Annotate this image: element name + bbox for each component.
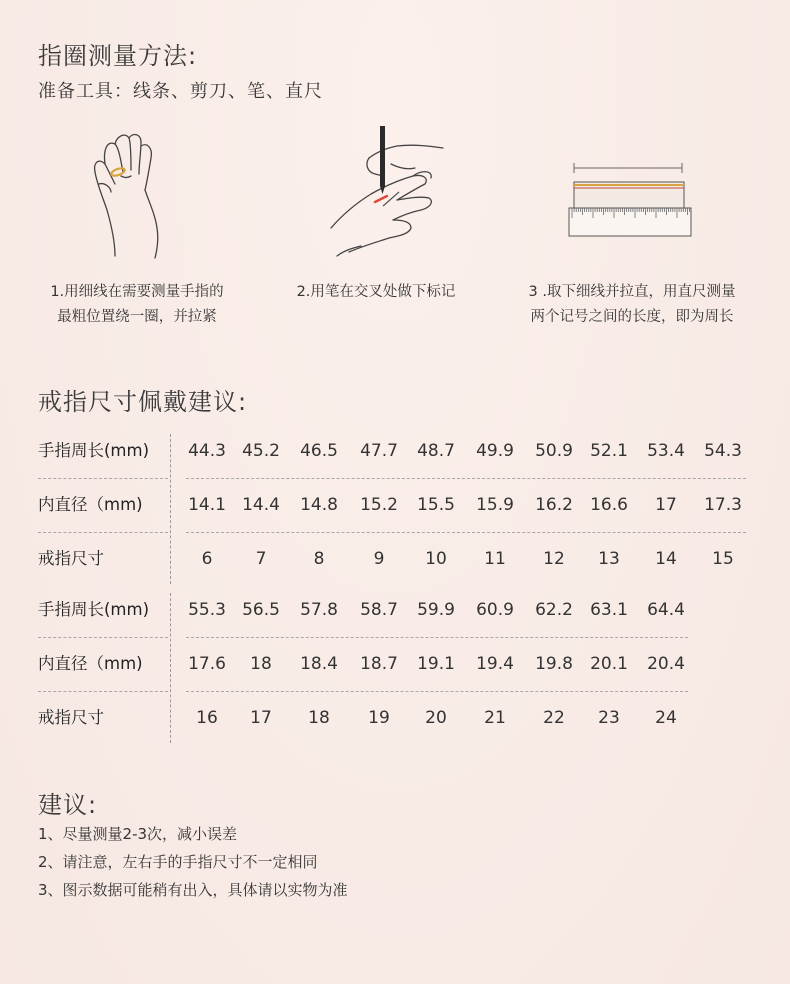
table-cell: 11 <box>484 549 506 569</box>
table-cell: 19.8 <box>535 654 573 674</box>
table-row-circumference <box>38 424 750 478</box>
row-label-size: 戒指尺寸 <box>38 549 104 568</box>
table-cell: 6 <box>201 549 213 569</box>
table-cell: 20 <box>425 708 447 728</box>
table-cell: 19.1 <box>417 654 455 674</box>
hand-pen-illustration <box>325 124 447 259</box>
table-cell: 17.6 <box>188 654 226 674</box>
table-cell: 48.7 <box>417 441 455 461</box>
table-cell: 16 <box>196 708 218 728</box>
size-table-1 <box>38 424 750 586</box>
table-cell: 64.4 <box>647 600 685 620</box>
table-cell: 63.1 <box>590 600 628 620</box>
table-cell: 23 <box>598 708 620 728</box>
table-cell: 17.3 <box>704 495 742 515</box>
table-cell: 7 <box>255 549 267 569</box>
table-cell: 18 <box>250 654 272 674</box>
table-cell: 15 <box>712 549 734 569</box>
table-cell: 46.5 <box>300 441 338 461</box>
table-cell: 15.2 <box>360 495 398 515</box>
table-cell: 14.8 <box>300 495 338 515</box>
step-3-caption <box>512 280 752 330</box>
page-title: 指圈测量方法: <box>38 42 198 70</box>
table-row-size <box>38 691 750 745</box>
table-row-diameter <box>38 637 750 691</box>
table-cell: 59.9 <box>417 600 455 620</box>
table-cell: 19 <box>368 708 390 728</box>
advice-list <box>38 820 348 904</box>
step-1-caption <box>38 280 236 330</box>
table-cell: 9 <box>373 549 385 569</box>
table-cell: 16.6 <box>590 495 628 515</box>
table-cell: 8 <box>313 549 325 569</box>
size-table-2 <box>38 583 750 745</box>
table-cell: 17 <box>655 495 677 515</box>
table-cell: 15.9 <box>476 495 514 515</box>
step-3-line-2: 两个记号之间的长度，即为周长 <box>530 309 734 325</box>
table-row-size <box>38 532 750 586</box>
size-section-title: 戒指尺寸佩戴建议: <box>38 388 248 416</box>
table-cell: 12 <box>543 549 565 569</box>
table-cell: 50.9 <box>535 441 573 461</box>
advice-item-2: 2、请注意，左右手的手指尺寸不一定相同 <box>38 853 318 871</box>
table-cell: 18.4 <box>300 654 338 674</box>
table-row-diameter <box>38 478 750 532</box>
table-cell: 22 <box>543 708 565 728</box>
table-cell: 14.4 <box>242 495 280 515</box>
table-cell: 21 <box>484 708 506 728</box>
row-label-size: 戒指尺寸 <box>38 708 104 727</box>
table-row-circumference <box>38 583 750 637</box>
table-cell: 17 <box>250 708 272 728</box>
advice-title: 建议: <box>38 791 98 819</box>
row-label-diameter: 内直径（mm) <box>38 654 143 673</box>
table-cell: 15.5 <box>417 495 455 515</box>
advice-item-1: 1、尽量测量2-3次，减小误差 <box>38 825 238 843</box>
step-2-caption <box>284 280 468 305</box>
table-cell: 49.9 <box>476 441 514 461</box>
table-cell: 14.1 <box>188 495 226 515</box>
table-cell: 24 <box>655 708 677 728</box>
table-cell: 44.3 <box>188 441 226 461</box>
table-cell: 57.8 <box>300 600 338 620</box>
ruler-illustration <box>568 160 692 240</box>
step-3-line-1: 3 .取下细线并拉直，用直尺测量 <box>528 284 736 300</box>
table-cell: 62.2 <box>535 600 573 620</box>
row-label-circumference: 手指周长(mm) <box>38 441 150 460</box>
table-cell: 16.2 <box>535 495 573 515</box>
step-1-line-1: 1.用细线在需要测量手指的 <box>50 284 224 300</box>
table-cell: 45.2 <box>242 441 280 461</box>
table-cell: 14 <box>655 549 677 569</box>
row-label-diameter: 内直径（mm) <box>38 495 143 514</box>
table-cell: 20.4 <box>647 654 685 674</box>
table-cell: 47.7 <box>360 441 398 461</box>
table-cell: 18 <box>308 708 330 728</box>
table-cell: 60.9 <box>476 600 514 620</box>
table-cell: 10 <box>425 549 447 569</box>
hand-ring-illustration <box>85 132 175 260</box>
table-cell: 55.3 <box>188 600 226 620</box>
table-cell: 19.4 <box>476 654 514 674</box>
row-label-circumference: 手指周长(mm) <box>38 600 150 619</box>
table-cell: 54.3 <box>704 441 742 461</box>
step-2-line-1: 2.用笔在交叉处做下标记 <box>296 284 456 300</box>
table-cell: 58.7 <box>360 600 398 620</box>
table-cell: 20.1 <box>590 654 628 674</box>
advice-item-3: 3、图示数据可能稍有出入，具体请以实物为准 <box>38 881 348 899</box>
step-1-line-2: 最粗位置绕一圈，并拉紧 <box>57 309 217 325</box>
tools-text: 准备工具：线条、剪刀、笔、直尺 <box>38 81 323 102</box>
table-cell: 13 <box>598 549 620 569</box>
table-cell: 53.4 <box>647 441 685 461</box>
table-cell: 52.1 <box>590 441 628 461</box>
table-cell: 18.7 <box>360 654 398 674</box>
table-cell: 56.5 <box>242 600 280 620</box>
